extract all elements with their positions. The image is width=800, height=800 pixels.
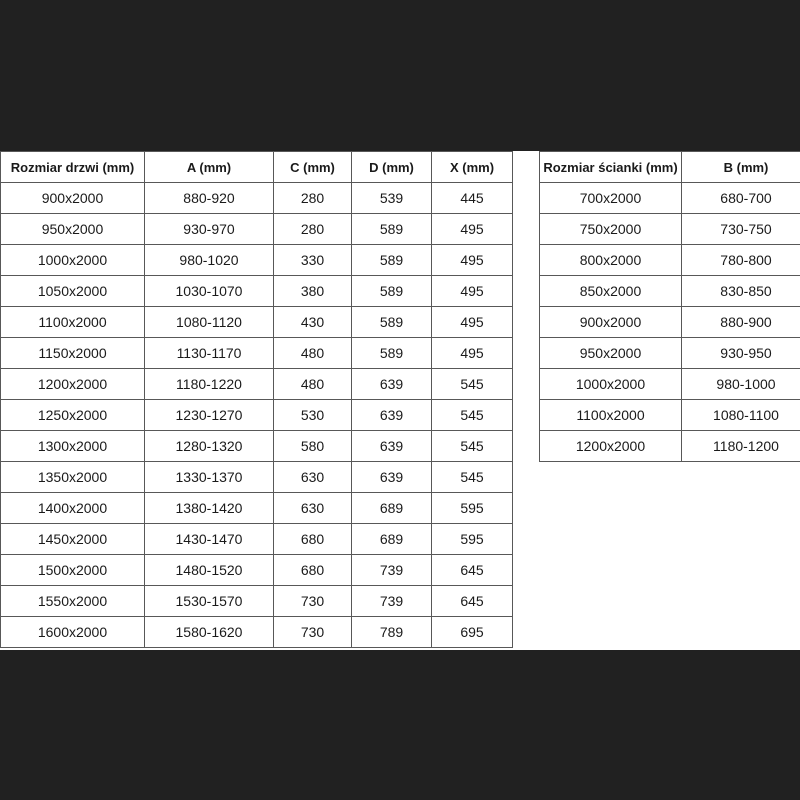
table-cell: 750x2000 [540,214,682,245]
table-cell: 1350x2000 [1,462,145,493]
table-cell: 1080-1120 [145,307,274,338]
table-cell: 639 [352,431,432,462]
table-cell: 480 [274,369,352,400]
table-cell: 645 [432,555,513,586]
table-cell: 545 [432,400,513,431]
table-cell: 595 [432,493,513,524]
table-cell: 980-1000 [682,369,800,400]
table-cell: 730 [274,617,352,648]
table-cell: 639 [352,400,432,431]
table-cell: 1280-1320 [145,431,274,462]
table-cell: 880-900 [682,307,800,338]
door-dimensions-table [0,151,513,648]
column-header: D (mm) [352,152,432,183]
table-cell: 689 [352,524,432,555]
table-row [1,183,513,214]
table-row [1,307,513,338]
table-cell: 1230-1270 [145,400,274,431]
table-row [540,307,800,338]
table-row [1,214,513,245]
table-cell: 589 [352,214,432,245]
table-cell: 630 [274,493,352,524]
table-cell: 1000x2000 [1,245,145,276]
column-header: Rozmiar ścianki (mm) [540,152,682,183]
table-cell: 1030-1070 [145,276,274,307]
table-cell: 830-850 [682,276,800,307]
table-cell: 1100x2000 [540,400,682,431]
table-row [540,214,800,245]
table-cell: 1380-1420 [145,493,274,524]
table-cell: 680 [274,524,352,555]
wall-panel-dimensions-table [539,151,800,462]
table-row [1,586,513,617]
table-cell: 880-920 [145,183,274,214]
table-cell: 580 [274,431,352,462]
table-cell: 1200x2000 [540,431,682,462]
header-row [1,152,513,183]
table-row [1,617,513,648]
table-row [540,338,800,369]
table-cell: 1530-1570 [145,586,274,617]
table-cell: 1550x2000 [1,586,145,617]
table-cell: 1300x2000 [1,431,145,462]
table-cell: 950x2000 [1,214,145,245]
table-cell: 495 [432,214,513,245]
table-cell: 589 [352,245,432,276]
table-cell: 1200x2000 [1,369,145,400]
table-row [1,462,513,493]
table-cell: 639 [352,369,432,400]
column-header: A (mm) [145,152,274,183]
column-header: X (mm) [432,152,513,183]
table-row [1,338,513,369]
table-cell: 689 [352,493,432,524]
table-cell: 930-970 [145,214,274,245]
table-cell: 539 [352,183,432,214]
table-cell: 495 [432,245,513,276]
table-cell: 480 [274,338,352,369]
table-cell: 850x2000 [540,276,682,307]
table-cell: 1250x2000 [1,400,145,431]
table-row [1,493,513,524]
table-cell: 1180-1220 [145,369,274,400]
table-cell: 380 [274,276,352,307]
table-cell: 589 [352,276,432,307]
table-cell: 495 [432,307,513,338]
table-cell: 739 [352,555,432,586]
table-cell: 780-800 [682,245,800,276]
table-cell: 589 [352,307,432,338]
table-row [1,400,513,431]
header-row [540,152,800,183]
table-cell: 1480-1520 [145,555,274,586]
table-cell: 1600x2000 [1,617,145,648]
table-cell: 280 [274,183,352,214]
table-cell: 330 [274,245,352,276]
table-cell: 1400x2000 [1,493,145,524]
table-row [1,276,513,307]
table-row [540,369,800,400]
table-cell: 1450x2000 [1,524,145,555]
table-cell: 1050x2000 [1,276,145,307]
content-panel [0,151,800,650]
table-cell: 680-700 [682,183,800,214]
table-cell: 1100x2000 [1,307,145,338]
table-cell: 495 [432,338,513,369]
table-row [540,431,800,462]
table-cell: 980-1020 [145,245,274,276]
table-cell: 1500x2000 [1,555,145,586]
table-cell: 595 [432,524,513,555]
column-header: B (mm) [682,152,800,183]
table-cell: 545 [432,369,513,400]
table-row [540,245,800,276]
table-cell: 645 [432,586,513,617]
table-cell: 739 [352,586,432,617]
table-cell: 1080-1100 [682,400,800,431]
table-row [1,245,513,276]
table-cell: 545 [432,462,513,493]
table-cell: 1330-1370 [145,462,274,493]
table-cell: 589 [352,338,432,369]
table-row [1,431,513,462]
table-cell: 730 [274,586,352,617]
table-cell: 789 [352,617,432,648]
table-row [1,369,513,400]
table-cell: 430 [274,307,352,338]
column-header: C (mm) [274,152,352,183]
table-cell: 630 [274,462,352,493]
table-row [540,183,800,214]
table-cell: 900x2000 [540,307,682,338]
table-cell: 1430-1470 [145,524,274,555]
table-cell: 680 [274,555,352,586]
table-cell: 280 [274,214,352,245]
table-row [540,276,800,307]
table-cell: 530 [274,400,352,431]
table-row [1,524,513,555]
table-cell: 800x2000 [540,245,682,276]
table-cell: 1580-1620 [145,617,274,648]
table-cell: 1000x2000 [540,369,682,400]
table-cell: 445 [432,183,513,214]
column-header: Rozmiar drzwi (mm) [1,152,145,183]
table-cell: 900x2000 [1,183,145,214]
table-cell: 1180-1200 [682,431,800,462]
table-cell: 639 [352,462,432,493]
table-row [540,400,800,431]
table-cell: 695 [432,617,513,648]
table-cell: 495 [432,276,513,307]
table-cell: 1150x2000 [1,338,145,369]
table-row [1,555,513,586]
table-cell: 700x2000 [540,183,682,214]
table-cell: 1130-1170 [145,338,274,369]
table-cell: 730-750 [682,214,800,245]
table-cell: 930-950 [682,338,800,369]
table-cell: 950x2000 [540,338,682,369]
table-cell: 545 [432,431,513,462]
